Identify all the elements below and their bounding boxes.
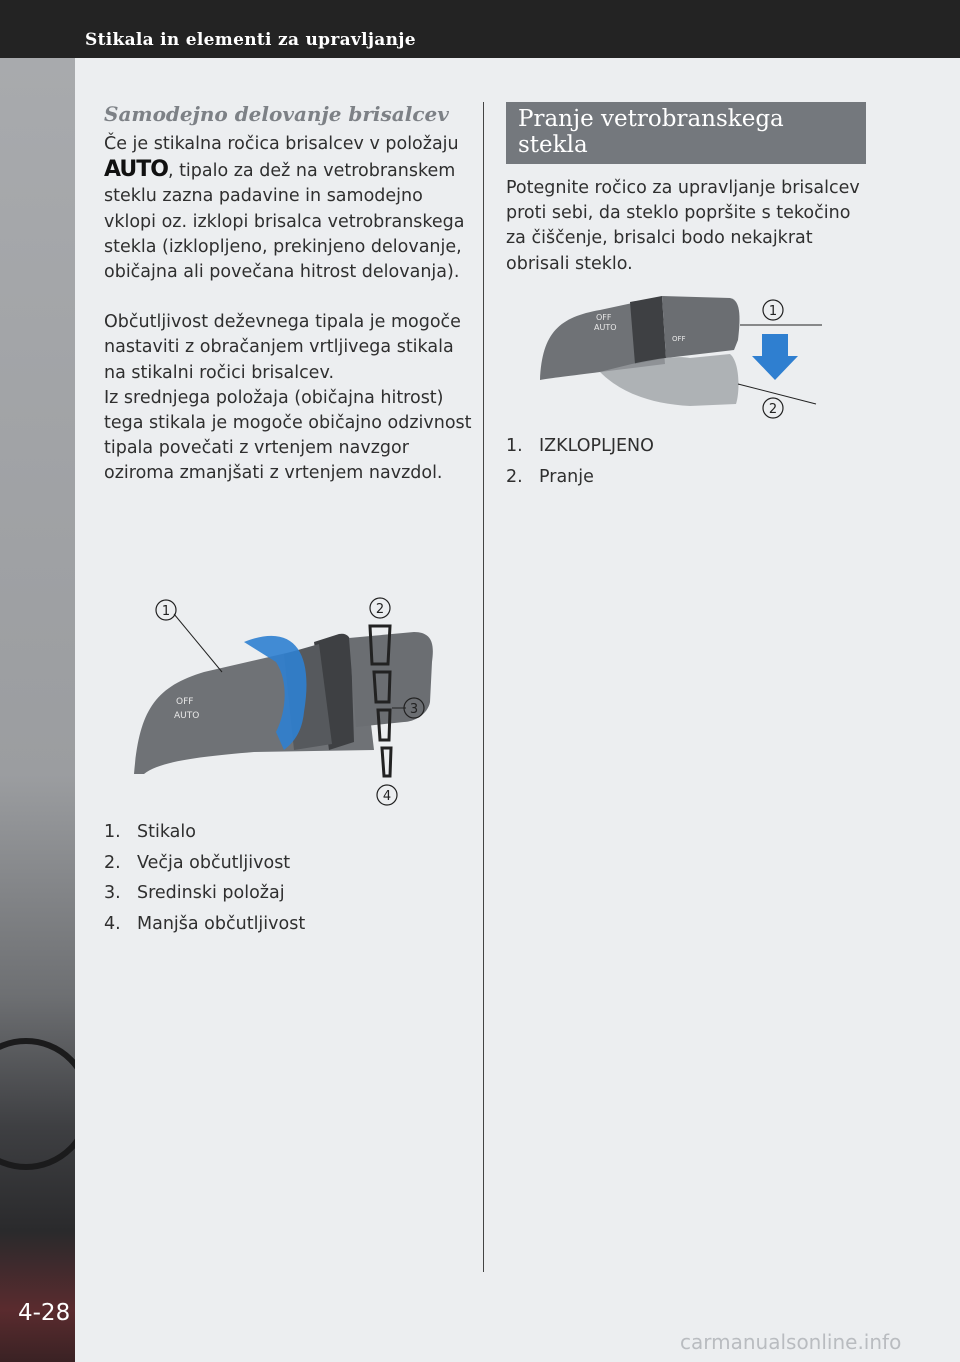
washer-figure [540, 292, 830, 422]
paragraph-sensitivity: Občutljivost deževnega tipala je mogoče nastaviti z obračanjem vrtljivega stikala na stikalni ročici brisalcev. [104, 312, 461, 383]
right-column [506, 102, 866, 277]
header-title: Stikala in elementi za upravljanje [85, 30, 416, 50]
subheading: Samodejno delovanje brisalcev [104, 102, 449, 126]
list-item: 2. Pranje [506, 466, 594, 487]
list-item: 1. IZKLOPLJENO [506, 436, 654, 456]
svg-text:2: 2 [375, 602, 385, 617]
list-item: 4. Manjša občutljivost [104, 913, 306, 934]
scale-smallest [382, 748, 391, 776]
left-column [104, 102, 474, 487]
sensitivity-switch-figure [134, 592, 434, 812]
svg-text:AUTO: AUTO [594, 323, 617, 332]
paragraph-auto [104, 132, 474, 285]
auto-label: AUTO [174, 711, 200, 721]
svg-text:1: 1 [161, 604, 171, 619]
svg-text:2: 2 [768, 402, 778, 417]
svg-text:3: 3 [409, 702, 419, 717]
svg-text:OFF: OFF [596, 313, 612, 322]
list-item: 3. Sredinski položaj [104, 883, 285, 903]
off-label: OFF [176, 697, 194, 707]
section-title: Pranje vetrobranskega stekla [506, 102, 866, 164]
steering-wheel-image [0, 1038, 75, 1170]
pull-arrow [752, 334, 798, 380]
watermark: carmanualsonline.info [680, 1330, 902, 1354]
paragraph-middle-position: Iz srednjega položaja (običajna hitrost) tega stikala je mogoče običajno odzivnost tipala povečati z vrtenjem navzgor oziroma zmanjšati z vrtenjem navzdol. [104, 387, 472, 484]
paragraph-washer: Potegnite ročico za upravljanje brisalcev proti sebi, da steklo popršite s tekočino za čiščenje, brisalci bodo nekajkrat obrisali steklo. [506, 178, 860, 274]
right-legend [506, 431, 654, 492]
auto-icon: AUTO [104, 157, 168, 183]
column-divider [483, 102, 484, 1272]
page-number: 4-28 [18, 1300, 71, 1326]
para1-pre: Če je stikalna ročica brisalcev v položaju [104, 134, 459, 154]
side-strip-photo [0, 58, 75, 1362]
header-bar [0, 0, 960, 58]
list-item: 2. Večja občutljivost [104, 852, 291, 873]
list-item: 1. Stikalo [104, 822, 196, 842]
left-legend [104, 817, 305, 939]
svg-text:OFF: OFF [672, 335, 686, 343]
svg-text:4: 4 [382, 789, 392, 804]
para1-post: , tipalo za dež na vetrobranskem steklu zazna padavine in samodejno vklopi oz. izklopi brisalca vetrobranskega stekla (izklopljeno, prekinjeno delovanje, običajna ali povečana hitrost delovanja). [104, 161, 465, 283]
svg-text:1: 1 [768, 304, 778, 319]
